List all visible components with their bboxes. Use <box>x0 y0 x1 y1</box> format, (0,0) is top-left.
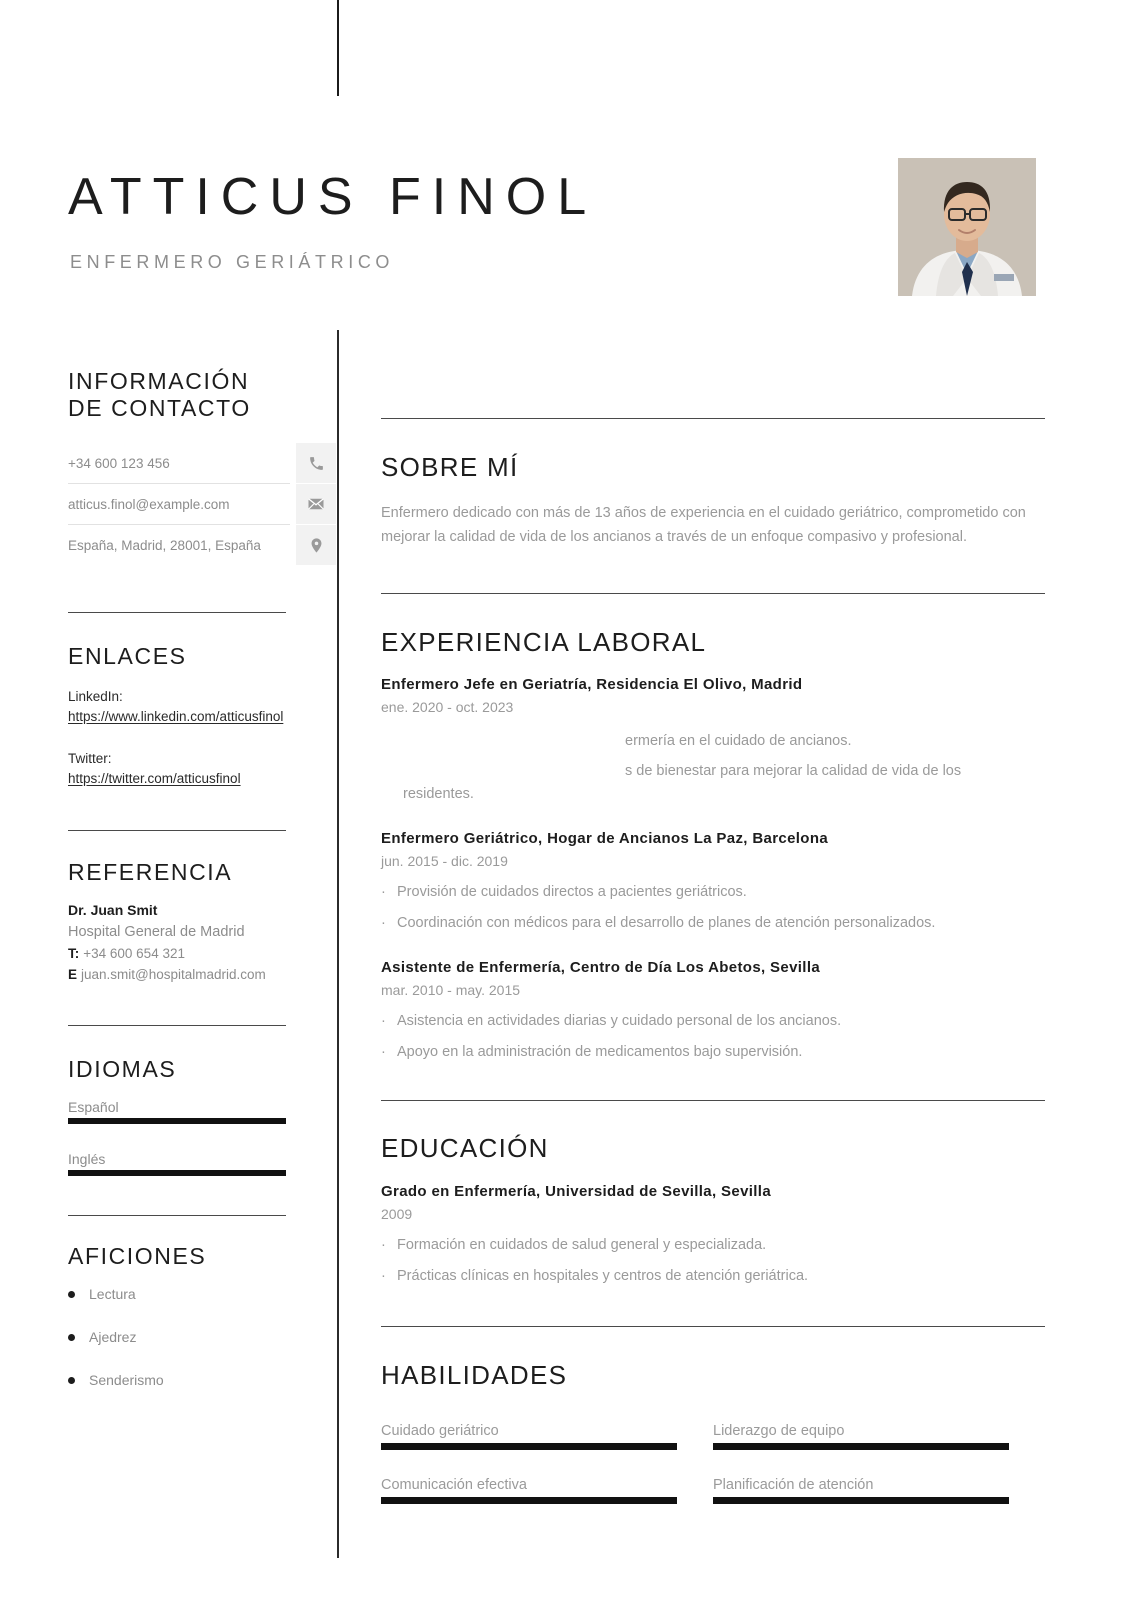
bullet-text: Provisión de cuidados directos a pacientes geriátricos. <box>397 884 747 900</box>
link-label: Twitter: <box>68 751 112 766</box>
about-section-title: SOBRE MÍ <box>381 452 519 482</box>
job-date: ene. 2020 - oct. 2023 <box>381 699 514 715</box>
hobby-label: Senderismo <box>89 1372 164 1388</box>
job-title: Asistente de Enfermería, Centro de Día Los Abetos, Sevilla <box>381 959 821 976</box>
bullet-text: Formación en cuidados de salud general y especializada. <box>397 1237 767 1253</box>
education-item <box>381 1181 1045 1288</box>
job-title: Enfermero Jefe en Geriatría, Residencia El Olivo, Madrid <box>381 676 803 693</box>
contact-address-row[interactable] <box>68 525 336 565</box>
hobbies-section-title: AFICIONES <box>68 1243 207 1269</box>
link-label: LinkedIn: <box>68 689 123 704</box>
contact-phone-value: +34 600 123 456 <box>68 455 170 471</box>
experience-item <box>381 957 1045 1064</box>
main-vertical-divider <box>337 330 339 1558</box>
skill-item <box>381 1419 713 1450</box>
reference-phone <box>68 943 288 964</box>
reference-section-title: REFERENCIA <box>68 859 233 885</box>
bullet-text: Apoyo en la administración de medicamentos bajo supervisión. <box>397 1044 803 1060</box>
hobby-label: Lectura <box>89 1286 136 1302</box>
hobby-item <box>68 1283 288 1305</box>
bullet-dot-icon <box>68 1334 75 1341</box>
link-item-twitter[interactable] <box>68 749 288 789</box>
about-text: Enfermero dedicado con más de 13 años de experiencia en el cuidado geriátrico, comprometido con mejorar la calidad de vida de los ancianos a través de un enfoque compasivo y profesional. <box>381 505 1026 545</box>
contact-email-value: atticus.finol@example.com <box>68 496 230 512</box>
candidate-name: ATTICUS FINOL <box>68 168 598 226</box>
bullet-dot-icon <box>68 1377 75 1384</box>
contact-address-value: España, Madrid, 28001, España <box>68 537 261 553</box>
education-section-title: EDUCACIÓN <box>381 1133 549 1163</box>
skill-name: Planificación de atención <box>713 1477 874 1493</box>
skills-row <box>381 1419 1045 1450</box>
skill-level-bar <box>713 1497 1009 1504</box>
experience-item <box>381 828 1045 935</box>
language-item <box>68 1096 288 1124</box>
contact-section-title-line1: INFORMACIÓN <box>68 368 250 394</box>
hobby-label: Ajedrez <box>89 1329 137 1345</box>
education-title: Grado en Enfermería, Universidad de Sevilla, Sevilla <box>381 1183 772 1200</box>
contact-phone-row[interactable] <box>68 443 336 483</box>
skill-item <box>713 1473 1045 1504</box>
job-title: Enfermero Geriátrico, Hogar de Ancianos La Paz, Barcelona <box>381 830 829 847</box>
job-date: jun. 2015 - dic. 2019 <box>381 853 508 869</box>
hobby-item <box>68 1326 288 1348</box>
skill-item <box>381 1473 713 1504</box>
skill-name: Cuidado geriátrico <box>381 1423 499 1439</box>
bullet-marker: · <box>381 1044 386 1060</box>
skill-level-bar <box>713 1443 1009 1450</box>
link-url[interactable]: https://www.linkedin.com/atticusfinol <box>68 709 284 724</box>
skill-name: Comunicación efectiva <box>381 1477 527 1493</box>
job-bullet-clipped: s de bienestar para mejorar la calidad de vida de los <box>625 763 962 779</box>
envelope-icon <box>296 484 336 524</box>
bullet-marker: · <box>381 1268 386 1284</box>
job-bullet <box>381 912 1045 935</box>
skill-level-bar <box>381 1497 677 1504</box>
link-item-linkedin[interactable] <box>68 687 288 727</box>
job-bullet <box>381 881 1045 904</box>
education-bullet <box>381 1265 1045 1288</box>
link-url[interactable]: https://twitter.com/atticusfinol <box>68 771 241 786</box>
experience-section-title: EXPERIENCIA LABORAL <box>381 627 707 657</box>
sidebar <box>68 0 288 1391</box>
experience-item <box>381 674 1045 806</box>
skills-row <box>381 1473 1045 1504</box>
bullet-marker: · <box>381 915 386 931</box>
reference-phone-value: +34 600 654 321 <box>83 946 185 961</box>
hobby-item <box>68 1369 288 1391</box>
skills-section-title: HABILIDADES <box>381 1360 568 1390</box>
bullet-marker: · <box>381 884 386 900</box>
skill-level-bar <box>381 1443 677 1450</box>
job-bullet-clipped-wrap: residentes. <box>403 786 474 802</box>
reference-name: Dr. Juan Smit <box>68 902 158 918</box>
education-bullet <box>381 1234 1045 1257</box>
phone-icon <box>296 443 336 483</box>
bullet-text: Coordinación con médicos para el desarrollo de planes de atención personalizados. <box>397 915 936 931</box>
bullet-text: Asistencia en actividades diarias y cuidado personal de los ancianos. <box>397 1013 842 1029</box>
language-name: Inglés <box>68 1151 106 1167</box>
reference-email <box>68 964 288 985</box>
main-content <box>381 0 1045 1504</box>
contact-email-row[interactable] <box>68 484 336 524</box>
education-date: 2009 <box>381 1206 413 1222</box>
reference-email-value: juan.smit@hospitalmadrid.com <box>81 967 266 982</box>
reference-email-label: E <box>68 967 78 982</box>
links-section-title: ENLACES <box>68 643 187 669</box>
skill-name: Liderazgo de equipo <box>713 1423 845 1439</box>
contact-section-title-line2: DE CONTACTO <box>68 395 251 421</box>
skill-item <box>713 1419 1045 1450</box>
bullet-dot-icon <box>68 1291 75 1298</box>
location-pin-icon <box>296 525 336 565</box>
candidate-job-title: ENFERMERO GERIÁTRICO <box>70 252 395 272</box>
language-item <box>68 1148 288 1176</box>
reference-organization: Hospital General de Madrid <box>68 924 245 940</box>
bullet-marker: · <box>381 1013 386 1029</box>
reference-phone-label: T: <box>68 946 80 961</box>
languages-section-title: IDIOMAS <box>68 1056 177 1082</box>
bullet-text: Prácticas clínicas en hospitales y centros de atención geriátrica. <box>397 1268 809 1284</box>
job-bullet <box>381 1010 1045 1033</box>
job-bullet-clipped: ermería en el cuidado de ancianos. <box>625 733 852 749</box>
job-bullet <box>381 1041 1045 1064</box>
job-date: mar. 2010 - may. 2015 <box>381 982 521 998</box>
bullet-marker: · <box>381 1237 386 1253</box>
language-name: Español <box>68 1099 119 1115</box>
